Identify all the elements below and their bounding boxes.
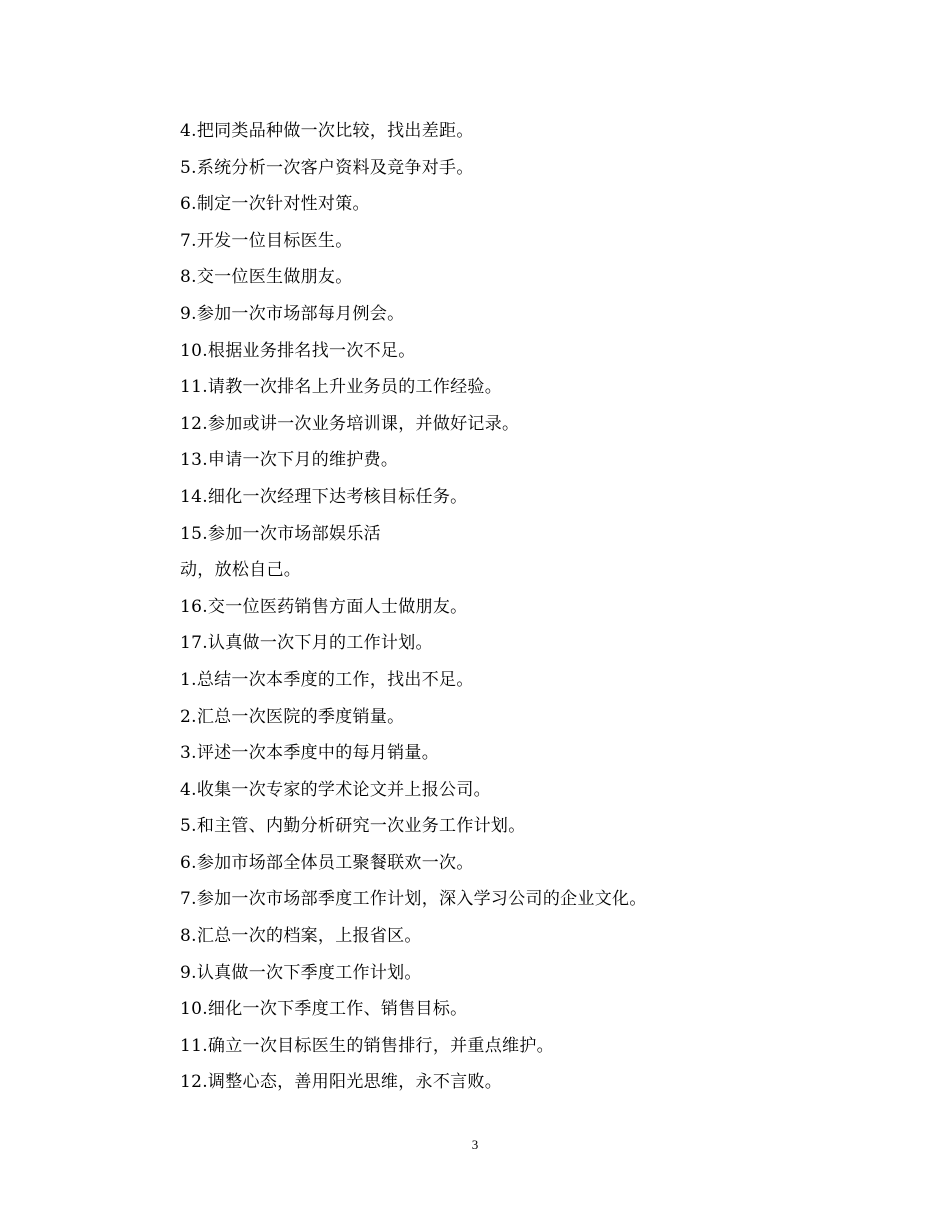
text-line: 8.汇总一次的档案，上报省区。 (180, 926, 422, 947)
text-line: 4.收集一次专家的学术论文并上报公司。 (180, 779, 491, 800)
text-line: 11.请教一次排名上升业务员的工作经验。 (180, 377, 503, 398)
text-line: 5.和主管、内勤分析研究一次业务工作计划。 (180, 816, 526, 837)
document-body (180, 113, 780, 1101)
text-line: 10.细化一次下季度工作、销售目标。 (180, 999, 468, 1020)
text-line: 14.细化一次经理下达考核目标任务。 (180, 486, 468, 507)
page-number: 3 (471, 1137, 479, 1152)
text-line: 13.申请一次下月的维护费。 (180, 450, 399, 471)
text-line: 8.交一位医生做朋友。 (180, 267, 353, 288)
text-line: 2.汇总一次医院的季度销量。 (180, 706, 405, 727)
text-line: 5.系统分析一次客户资料及竞争对手。 (180, 157, 474, 178)
text-line: 12.参加或讲一次业务培训课，并做好记录。 (180, 413, 520, 434)
text-line: 7.开发一位目标医生。 (180, 230, 353, 251)
text-line: 动，放松自己。 (180, 560, 302, 581)
text-line: 16.交一位医药销售方面人士做朋友。 (180, 596, 468, 617)
text-line: 6.参加市场部全体员工聚餐联欢一次。 (180, 852, 474, 873)
text-line: 15.参加一次市场部娱乐活 (180, 523, 381, 544)
text-line: 3.评述一次本季度中的每月销量。 (180, 743, 440, 764)
text-line: 12.调整心态，善用阳光思维，永不言败。 (180, 1072, 503, 1093)
text-line: 4.把同类品种做一次比较，找出差距。 (180, 121, 474, 141)
text-line: 7.参加一次市场部季度工作计划，深入学习公司的企业文化。 (180, 889, 647, 910)
text-line: 17.认真做一次下月的工作计划。 (180, 633, 433, 654)
text-line: 9.认真做一次下季度工作计划。 (180, 962, 422, 983)
text-line: 11.确立一次目标医生的销售排行，并重点维护。 (180, 1035, 554, 1056)
text-line: 10.根据业务排名找一次不足。 (180, 340, 416, 361)
text-line: 6.制定一次针对性对策。 (180, 194, 370, 215)
text-line: 9.参加一次市场部每月例会。 (180, 303, 405, 324)
text-line: 1.总结一次本季度的工作，找出不足。 (180, 669, 474, 690)
